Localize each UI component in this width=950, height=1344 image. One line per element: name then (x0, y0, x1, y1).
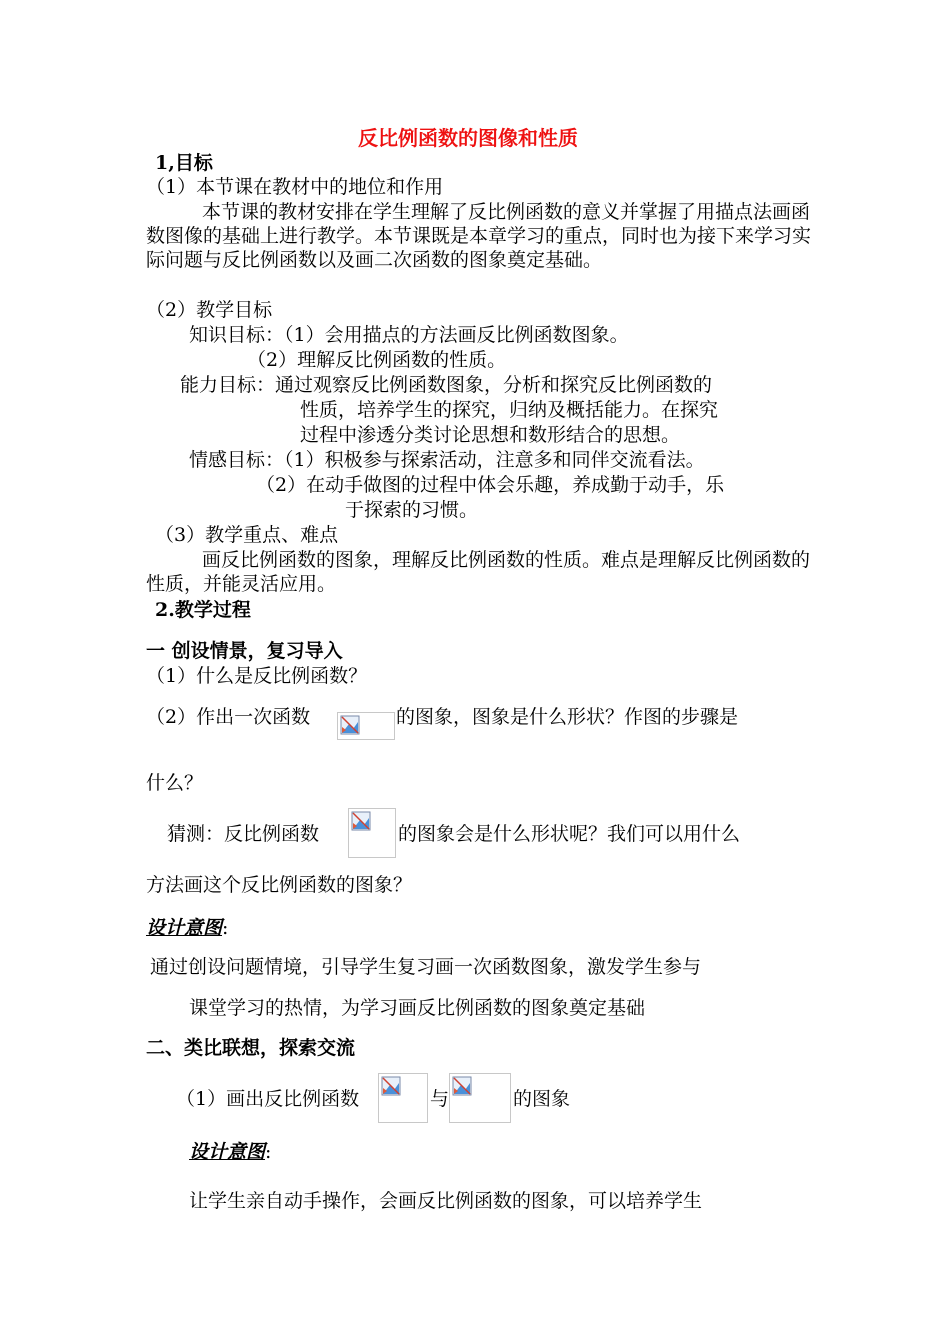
subheading-key-points: （3）教学重点、难点 (155, 524, 339, 546)
design-intent-text-1: 通过创设问题情境，引导学生复习画一次函数图象，激发学生参与 (150, 956, 702, 978)
knowledge-goal-1: 知识目标：（1）会用描点的方法画反比例函数图象。 (189, 324, 629, 346)
guess-start: 猜测：反比例函数 (167, 823, 320, 845)
ability-goal-1: 能力目标：通过观察反比例函数图象，分析和探究反比例函数的 (180, 374, 713, 396)
paragraph-position: 本节课的教材安排在学生理解了反比例函数的意义并掌握了用描点法画函数图像的基础上进行教学。本节课既是本章学习的重点，同时也为接下来学习实际问题与反比例函数以及画二次函数的图象奠定基础。 (146, 201, 812, 271)
part1-heading: 一 创设情景，复习导入 (146, 640, 343, 662)
paragraph-key-points: 画反比例函数的图象，理解反比例函数的性质。难点是理解反比例函数的性质，并能灵活应用。 (146, 549, 811, 595)
ability-goal-2: 性质，培养学生的探究，归纳及概括能力。在探究 (300, 399, 719, 421)
question-2-end: 的图象，图象是什么形状？作图的步骤是 (396, 706, 739, 728)
guess-cont: 方法画这个反比例函数的图象？ (146, 874, 413, 896)
question-2-start: （2）作出一次函数 (146, 706, 311, 728)
page-title: 反比例函数的图像和性质 (358, 126, 578, 150)
design-intent-colon: : (222, 917, 229, 939)
design-intent-label (146, 916, 228, 940)
ability-goal-3: 过程中渗透分类讨论思想和数形结合的思想。 (300, 424, 681, 446)
emotion-goal-2: （2）在动手做图的过程中体会乐趣，养成勤于动手，乐 (256, 474, 725, 496)
subheading-teaching-goals: （2）教学目标 (146, 299, 273, 321)
subheading-position: （1）本节课在教材中的地位和作用 (146, 176, 444, 198)
question-1: （1）什么是反比例函数？ (146, 665, 368, 687)
broken-image-icon (351, 811, 371, 831)
design-intent-2-label (189, 1140, 271, 1164)
design-intent-2-label-text: 设计意图 (189, 1141, 266, 1163)
broken-image-icon (340, 715, 360, 735)
emotion-goal-1: 情感目标：（1）积极参与探索活动，注意多和同伴交流看法。 (189, 449, 705, 471)
broken-image-icon (381, 1076, 401, 1096)
draw-task-and: 与 (430, 1088, 450, 1110)
inverse-function-formula-image-1 (378, 1073, 428, 1123)
draw-task-end: 的图象 (513, 1088, 571, 1110)
question-2-cont: 什么？ (146, 772, 204, 794)
part2-heading: 二、类比联想，探索交流 (146, 1037, 356, 1059)
draw-task-start: （1）画出反比例函数 (176, 1088, 360, 1110)
knowledge-goal-2: （2）理解反比例函数的性质。 (247, 349, 507, 371)
inverse-function-formula-image (348, 808, 396, 858)
design-intent-2-text: 让学生亲自动手操作，会画反比例函数的图象，可以培养学生 (189, 1190, 703, 1212)
design-intent-2-colon: : (265, 1141, 272, 1163)
guess-end: 的图象会是什么形状呢？我们可以用什么 (398, 823, 741, 845)
section-heading-process: 2.教学过程 (155, 599, 251, 621)
design-intent-text-2: 课堂学习的热情，为学习画反比例函数的图象奠定基础 (189, 997, 646, 1019)
inverse-function-formula-image-2 (449, 1073, 511, 1123)
linear-function-formula-image (337, 712, 395, 740)
broken-image-icon (452, 1076, 472, 1096)
emotion-goal-3: 于探索的习惯。 (345, 499, 479, 521)
section-heading-goals: 1,目标 (155, 152, 213, 174)
design-intent-label-text: 设计意图 (146, 917, 223, 939)
